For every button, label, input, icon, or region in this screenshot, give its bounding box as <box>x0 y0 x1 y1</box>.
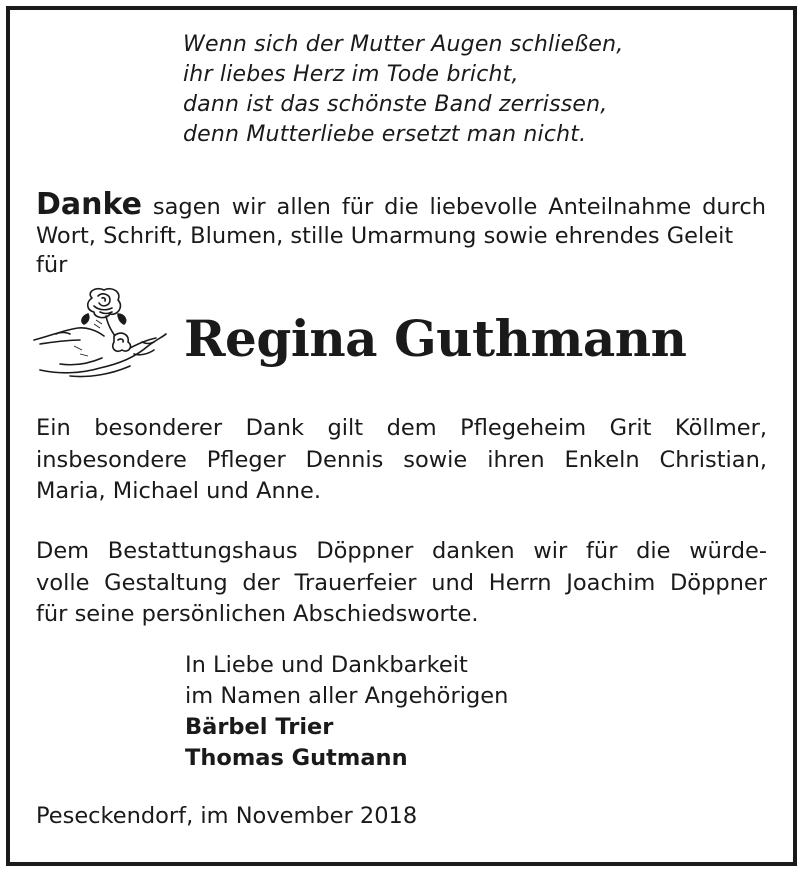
paragraph-line: volle Gestaltung der Trauerfeier und Herrn Joachim Döppner <box>36 569 767 596</box>
signatory-name: Bärbel Trier <box>185 714 334 740</box>
paragraph-line: Dem Bestattungshaus Döppner danken wir für die würde- <box>36 538 767 564</box>
signatory-name: Thomas Gutmann <box>185 745 408 771</box>
thanks-fuer: für <box>36 252 68 278</box>
deceased-name: Regina Guthmann <box>184 309 687 368</box>
place-date: Peseckendorf, im November 2018 <box>36 803 418 829</box>
thanks-care-paragraph <box>36 413 767 508</box>
paragraph-line: Maria, Michael und Anne. <box>36 478 321 504</box>
poem-line: Wenn sich der Mutter Augen schließen, <box>183 32 624 57</box>
hands-holding-rose-icon <box>30 284 170 380</box>
paragraph-line: insbesondere Pfleger Dennis sowie ihren Enkeln Christian, <box>36 446 767 473</box>
thanks-funeral-paragraph <box>36 536 767 631</box>
paragraph-line: Ein besonderer Dank gilt dem Pflegeheim Grit Köllmer, <box>36 415 767 441</box>
signature-block <box>185 650 508 774</box>
poem-line: dann ist das schönste Band zerrissen, <box>183 92 608 117</box>
poem-line: denn Mutterliebe ersetzt man nicht. <box>183 122 587 147</box>
thanks-paragraph <box>36 187 767 280</box>
poem <box>183 30 623 150</box>
thanks-text: sagen wir allen für die liebevolle Anteilnahme durch Wort, Schrift, Blumen, stille Umarmung sowie ehrendes Geleit <box>36 194 767 249</box>
poem-line: ihr liebes Herz im Tode bricht, <box>183 62 519 87</box>
signature-line: In Liebe und Dankbarkeit <box>185 652 468 678</box>
danke-heading: Danke <box>36 187 142 222</box>
signature-line: im Namen aller Angehörigen <box>185 683 509 709</box>
paragraph-line: für seine persönlichen Abschiedsworte. <box>36 601 479 627</box>
